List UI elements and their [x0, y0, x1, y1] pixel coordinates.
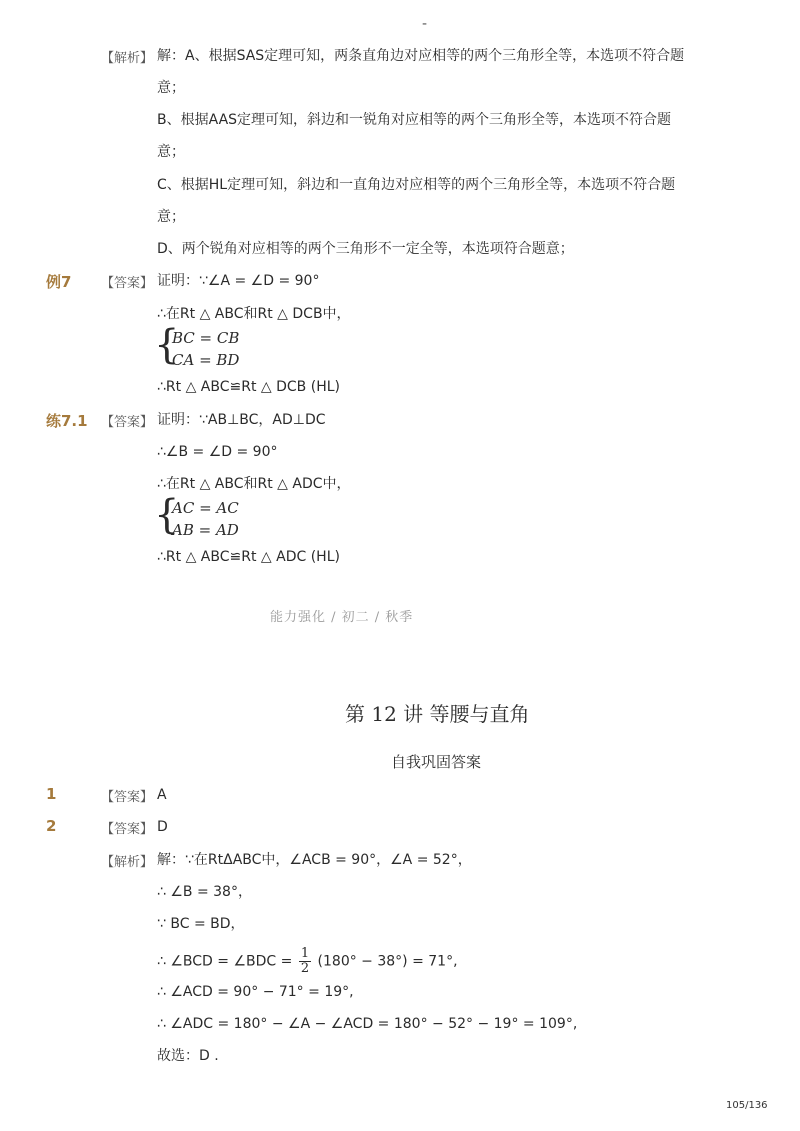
answer-tag: 【答案】: [101, 790, 154, 805]
solution-line: 故选：D .: [157, 1048, 219, 1064]
brace-icon: {: [154, 322, 180, 368]
solution-line: ∵ BC = BD，: [157, 916, 245, 932]
proof-line: ∴Rt △ ABC≌Rt △ DCB (HL): [157, 379, 340, 395]
solution-line: ∴ ∠ADC = 180° − ∠A − ∠ACD = 180° − 52° − 19° = 109°,: [157, 1016, 578, 1032]
fraction: [299, 947, 311, 976]
analysis-tag: 【解析】: [101, 51, 154, 66]
analysis-line-6: 意；: [157, 209, 185, 225]
analysis-line-5: C、根据HL定理可知，斜边和一直角边对应相等的两个三角形全等，本选项不符合题: [157, 177, 676, 193]
practice-label: 练7.1: [46, 412, 88, 430]
analysis-line-2: 意；: [157, 80, 185, 96]
proof-line: 证明：∵AB⊥BC，AD⊥DC: [157, 412, 326, 428]
page-number: 105/136: [726, 1100, 768, 1111]
solution-line: 解：∵在RtΔABC中，∠ACB = 90°，∠A = 52°，: [157, 852, 472, 868]
analysis-line-3: B、根据AAS定理可知，斜边和一锐角对应相等的两个三角形全等，本选项不符合题: [157, 112, 672, 128]
brace-line: CA = BD: [172, 351, 240, 369]
brace-line: AC = AC: [172, 499, 239, 517]
header-mark: -: [422, 16, 428, 32]
solution-text: ∴ ∠BCD = ∠BDC =: [157, 953, 293, 970]
answer-tag: 【答案】: [101, 276, 154, 291]
answer-tag: 【答案】: [101, 415, 154, 430]
question-number: 2: [46, 817, 57, 835]
fraction-denominator: 2: [300, 961, 310, 976]
section-subtitle: 自我巩固答案: [391, 753, 482, 771]
answer-value: A: [157, 787, 167, 803]
proof-line: ∴Rt △ ABC≌Rt △ ADC (HL): [157, 549, 340, 565]
brace-line: AB = AD: [172, 521, 239, 539]
solution-line-fraction: [157, 947, 458, 976]
proof-line: 证明：∵∠A = ∠D = 90°: [157, 273, 320, 289]
running-header: 能力强化 / 初二 / 秋季: [270, 610, 414, 625]
proof-line: ∴在Rt △ ABC和Rt △ DCB中，: [157, 306, 351, 322]
brace-line: BC = CB: [172, 329, 240, 347]
analysis-line-1: 解：A、根据SAS定理可知，两条直角边对应相等的两个三角形全等，本选项不符合题: [157, 48, 685, 64]
analysis-line-7: D、两个锐角对应相等的两个三角形不一定全等，本选项符合题意；: [157, 241, 574, 257]
question-number: 1: [46, 785, 57, 803]
brace-icon: {: [154, 492, 180, 538]
lecture-title: 第 12 讲 等腰与直角: [345, 702, 530, 726]
fraction-numerator: 1: [300, 946, 310, 961]
analysis-tag: 【解析】: [101, 855, 154, 870]
proof-line: ∴在Rt △ ABC和Rt △ ADC中，: [157, 476, 351, 492]
solution-text: (180° − 38°) = 71°,: [317, 953, 458, 970]
solution-line: ∴ ∠ACD = 90° − 71° = 19°,: [157, 984, 354, 1000]
answer-value: D: [157, 819, 168, 835]
solution-line: ∴ ∠B = 38°，: [157, 884, 252, 900]
proof-line: ∴∠B = ∠D = 90°: [157, 444, 278, 460]
answer-tag: 【答案】: [101, 822, 154, 837]
example-label: 例7: [46, 273, 72, 291]
analysis-line-4: 意；: [157, 144, 185, 160]
